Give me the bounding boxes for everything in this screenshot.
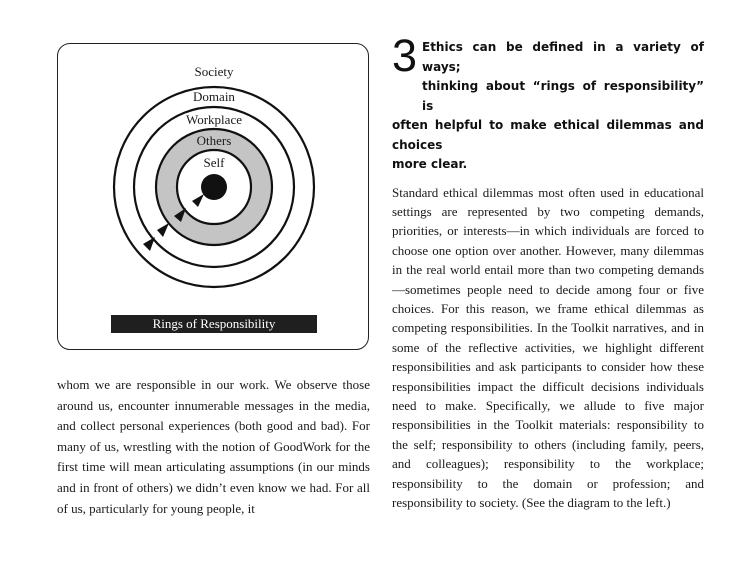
ring-label-workplace: Workplace [186, 112, 242, 127]
ring-label-others: Others [196, 133, 232, 148]
heading-line-3: often helpful to make ethical dilemmas and choices [392, 118, 704, 152]
section-body: Standard ethical dilemmas most often used in educational settings are represented by two competing demands, priorities, or interests—in which individuals are forced to choose one option over another. However, many dilemmas in the real world entail more than two competing demands—sometimes people need to decide among four or five choices. For this reason, we frame ethical dilemmas as competing responsibilities. In the Toolkit narratives, and in some of the reflective activities, we highlight different responsibilities and ask participants to consider how these responsibilities impact the difficult decisions individuals need to make. Specifically, we allude to five major responsibilities in the Toolkit materials: responsibility to the self; responsibility to others (including family, peers, and colleagues); responsibility to the workplace; responsibility to the domain or profession; and responsibility to society. (See the diagram to the left.) [392, 184, 704, 510]
section-3 [392, 30, 704, 512]
rings-diagram [57, 43, 369, 350]
self-core [201, 174, 227, 200]
section-heading-block [392, 30, 704, 175]
ring-label-society: Society [194, 64, 234, 79]
heading-line-2: thinking about “rings of responsibility” is [422, 79, 704, 113]
heading-line-1: Ethics can be defined in a variety of ways; [422, 40, 704, 74]
diagram-caption: Rings of Responsibility [111, 315, 317, 333]
ring-label-domain: Domain [193, 89, 235, 104]
ring-label-self: Self [203, 155, 225, 170]
left-column-text [57, 375, 370, 519]
section-number: 3 [392, 30, 418, 81]
heading-line-4: more clear. [392, 157, 468, 171]
left-column-paragraph: whom we are responsible in our work. We observe those around us, encounter innumerable messages in the media, and collect personal experiences (both good and bad). For many of us, wrestling with the notion of GoodWork for the first time will mean articulating assumptions (in our minds and in front of others) we didn’t even know we had. For all of us, particularly for young people, it [57, 377, 370, 516]
section-heading [392, 38, 704, 175]
